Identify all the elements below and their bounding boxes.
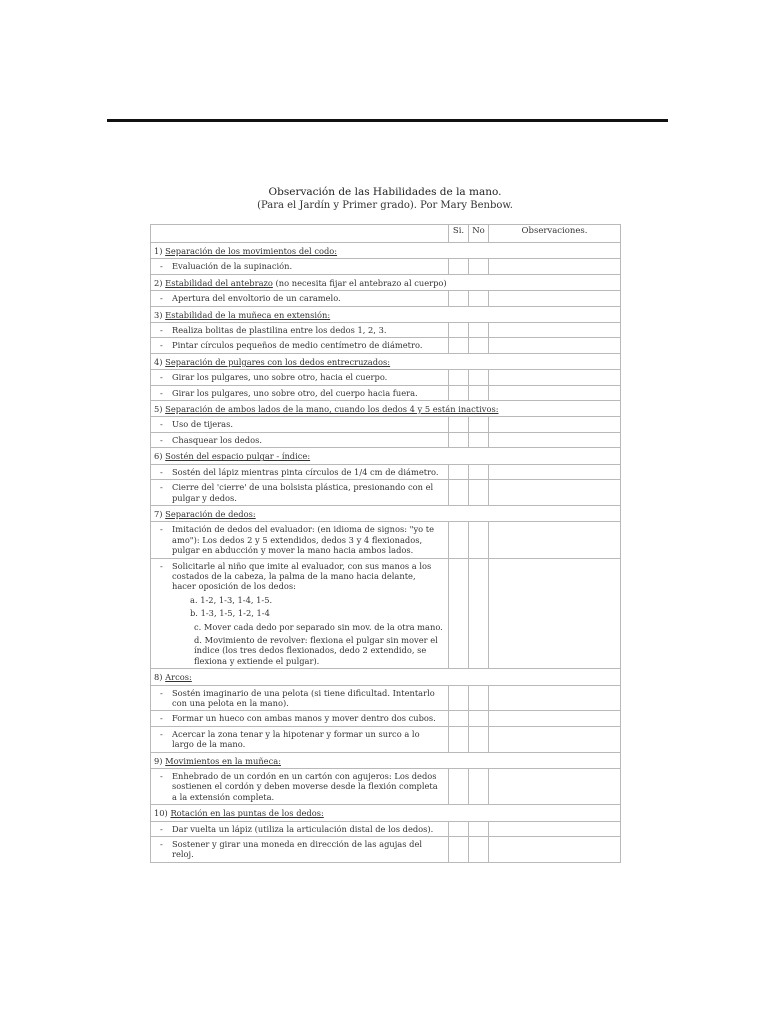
bullet-dash: - (160, 839, 163, 850)
si-checkbox-cell[interactable] (449, 464, 469, 479)
no-checkbox-cell[interactable] (469, 685, 489, 711)
item-cell (151, 338, 449, 353)
section-heading (151, 306, 621, 322)
bullet-dash: - (160, 261, 163, 272)
item-cell (151, 685, 449, 711)
item-cell (151, 821, 449, 836)
checklist-item-row (151, 338, 621, 353)
item-cell (151, 769, 449, 805)
section-number: 3) (154, 309, 163, 320)
checklist-item-row (151, 837, 621, 863)
section-row (151, 448, 621, 464)
si-checkbox-cell[interactable] (449, 338, 469, 353)
section-row (151, 353, 621, 369)
document-subtitle: (Para el Jardín y Primer grado). Por Mary Benbow. (257, 200, 513, 211)
item-text: Evaluación de la supinación. (172, 261, 293, 272)
sub-item: d. Movimiento de revolver: flexiona el pulgar sin mover el índice (los tres dedos flexionados, dedo 2 extendido, se flexiona y extiende el pulgar). (194, 634, 438, 666)
bullet-dash: - (160, 387, 163, 398)
si-checkbox-cell[interactable] (449, 685, 469, 711)
observaciones-cell[interactable] (489, 821, 621, 836)
observaciones-cell[interactable] (489, 464, 621, 479)
no-checkbox-cell[interactable] (469, 291, 489, 306)
observaciones-cell[interactable] (489, 726, 621, 752)
sub-item: c. Mover cada dedo por separado sin mov. de la otra mano. (194, 621, 443, 632)
checklist-item-row (151, 769, 621, 805)
si-checkbox-cell[interactable] (449, 711, 469, 726)
checklist-item-row (151, 323, 621, 338)
section-row (151, 752, 621, 768)
item-text: Sostén imaginario de una pelota (si tiene dificultad. Intentarlo con una pelota en la mano). (172, 687, 435, 708)
checklist-item-row (151, 464, 621, 479)
bullet-dash: - (160, 419, 163, 430)
document (150, 186, 620, 863)
observaciones-cell[interactable] (489, 259, 621, 274)
document-title: Observación de las Habilidades de la mano. (268, 186, 502, 198)
section-number: 9) (154, 755, 163, 766)
no-checkbox-cell[interactable] (469, 522, 489, 558)
section-heading (151, 669, 621, 685)
item-text: Dar vuelta un lápiz (utiliza la articulación distal de los dedos). (172, 823, 434, 834)
item-cell (151, 480, 449, 506)
header-observaciones: Observaciones. (489, 225, 621, 243)
item-text: Solicitarle al niño que imite al evaluador, con sus manos a los costados de la cabeza, la palma de la mano hacia delante, hacer oposición de los dedos: (172, 560, 432, 592)
section-row (151, 401, 621, 417)
section-row (151, 306, 621, 322)
item-cell (151, 726, 449, 752)
observaciones-cell[interactable] (489, 480, 621, 506)
section-number: 1) (154, 246, 163, 256)
checklist-item-row (151, 291, 621, 306)
section-row (151, 243, 621, 259)
observaciones-cell[interactable] (489, 370, 621, 385)
item-cell (151, 259, 449, 274)
si-checkbox-cell[interactable] (449, 522, 469, 558)
no-checkbox-cell[interactable] (469, 837, 489, 863)
bullet-dash: - (160, 434, 163, 445)
item-cell (151, 417, 449, 432)
si-checkbox-cell[interactable] (449, 417, 469, 432)
observaciones-cell[interactable] (489, 338, 621, 353)
bullet-dash: - (160, 687, 163, 698)
item-text: Girar los pulgares, uno sobre otro, hacia el cuerpo. (172, 372, 388, 383)
item-text: Acercar la zona tenar y la hipotenar y formar un surco a lo largo de la mano. (172, 728, 420, 750)
item-text: Formar un hueco con ambas manos y mover dentro dos cubos. (172, 713, 436, 724)
item-cell (151, 464, 449, 479)
no-checkbox-cell[interactable] (469, 711, 489, 726)
bullet-dash: - (160, 713, 163, 724)
section-number: 4) (154, 356, 163, 367)
section-heading (151, 401, 621, 417)
section-title: Separación de dedos: (165, 508, 256, 519)
checklist-item-row (151, 385, 621, 400)
header-row (151, 225, 621, 243)
item-cell (151, 385, 449, 400)
si-checkbox-cell[interactable] (449, 821, 469, 836)
header-si: Si. (449, 225, 469, 243)
bullet-dash: - (160, 293, 163, 304)
checklist-item-row (151, 522, 621, 558)
section-title: Sostén del espacio pulgar - índice: (165, 451, 311, 462)
item-cell (151, 711, 449, 726)
item-text: Enhebrado de un cordón en un cartón con agujeros: Los dedos sostienen el cordón y deben moverse desde la flexión completa a la extensión completa. (172, 771, 438, 802)
no-checkbox-cell[interactable] (469, 558, 489, 669)
observaciones-cell[interactable] (489, 323, 621, 338)
top-rule (107, 119, 668, 122)
observaciones-cell[interactable] (489, 711, 621, 726)
section-title: Movimientos en la muñeca: (165, 755, 281, 766)
no-checkbox-cell[interactable] (469, 480, 489, 506)
section-title: Separación de pulgares con los dedos entrecruzados: (165, 356, 391, 367)
section-title: Rotación en las puntas de los dedos: (170, 808, 324, 819)
item-text: Realiza bolitas de plastilina entre los dedos 1, 2, 3. (172, 325, 387, 336)
sub-item: b. 1-3, 1-5, 1-2, 1-4 (190, 608, 270, 619)
bullet-dash: - (160, 325, 163, 336)
si-checkbox-cell[interactable] (449, 480, 469, 506)
section-heading (151, 752, 621, 768)
item-cell (151, 432, 449, 447)
checklist-item-row (151, 558, 621, 669)
si-checkbox-cell[interactable] (449, 432, 469, 447)
si-checkbox-cell[interactable] (449, 837, 469, 863)
item-cell (151, 558, 449, 669)
no-checkbox-cell[interactable] (469, 769, 489, 805)
checklist-item-row (151, 726, 621, 752)
no-checkbox-cell[interactable] (469, 323, 489, 338)
section-number: 10) (154, 808, 168, 819)
no-checkbox-cell[interactable] (469, 464, 489, 479)
item-cell (151, 323, 449, 338)
item-text: Apertura del envoltorio de un caramelo. (172, 293, 341, 304)
observaciones-cell[interactable] (489, 385, 621, 400)
item-text: Chasquear los dedos. (172, 434, 262, 445)
checklist-item-row (151, 417, 621, 432)
bullet-dash: - (160, 524, 163, 535)
bullet-dash: - (160, 372, 163, 383)
si-checkbox-cell[interactable] (449, 259, 469, 274)
si-checkbox-cell[interactable] (449, 558, 469, 669)
item-text: Sostener y girar una moneda en dirección de las agujas del reloj. (172, 839, 423, 860)
item-cell (151, 522, 449, 558)
bullet-dash: - (160, 560, 163, 571)
item-text: Imitación de dedos del evaluador: (en idioma de signos: "yo te amo"): Los dedos 2 y 5 extendidos, dedos 3 y 4 flexionados, pulgar en abducción y mover la mano hacia ambos lados. (172, 524, 435, 556)
no-checkbox-cell[interactable] (469, 385, 489, 400)
section-title: Separación de los movimientos del codo: (165, 246, 338, 256)
si-checkbox-cell[interactable] (449, 323, 469, 338)
section-number: 5) (154, 404, 163, 415)
si-checkbox-cell[interactable] (449, 291, 469, 306)
observaciones-cell[interactable] (489, 432, 621, 447)
si-checkbox-cell[interactable] (449, 370, 469, 385)
checklist-item-row (151, 480, 621, 506)
section-number: 2) (154, 277, 163, 288)
checklist-item-row (151, 821, 621, 836)
no-checkbox-cell[interactable] (469, 370, 489, 385)
section-heading (151, 505, 621, 521)
item-text: Pintar círculos pequeños de medio centímetro de diámetro. (172, 340, 423, 351)
section-number: 7) (154, 508, 163, 519)
section-row (151, 274, 621, 290)
item-cell (151, 291, 449, 306)
section-title: Estabilidad de la muñeca en extensión: (165, 309, 331, 320)
section-title: Arcos: (165, 672, 192, 683)
section-number: 8) (154, 672, 163, 683)
si-checkbox-cell[interactable] (449, 726, 469, 752)
item-text: Girar los pulgares, uno sobre otro, del cuerpo hacia fuera. (172, 387, 418, 398)
si-checkbox-cell[interactable] (449, 385, 469, 400)
no-checkbox-cell[interactable] (469, 259, 489, 274)
section-row (151, 669, 621, 685)
observaciones-cell[interactable] (489, 558, 621, 669)
bullet-dash: - (160, 340, 163, 351)
bullet-dash: - (160, 466, 163, 477)
checklist-table (150, 224, 621, 863)
no-checkbox-cell[interactable] (469, 417, 489, 432)
header-no: No (469, 225, 489, 243)
checklist-item-row (151, 259, 621, 274)
no-checkbox-cell[interactable] (469, 726, 489, 752)
observaciones-cell[interactable] (489, 417, 621, 432)
section-heading (151, 448, 621, 464)
header-item (151, 225, 449, 243)
observaciones-cell[interactable] (489, 685, 621, 711)
section-row (151, 805, 621, 821)
bullet-dash: - (160, 728, 163, 739)
si-checkbox-cell[interactable] (449, 769, 469, 805)
checklist-item-row (151, 432, 621, 447)
section-title: Separación de ambos lados de la mano, cuando los dedos 4 y 5 están inactivos: (165, 404, 499, 415)
section-heading (151, 274, 621, 290)
bullet-dash: - (160, 771, 163, 782)
checklist-item-row (151, 685, 621, 711)
observaciones-cell[interactable] (489, 769, 621, 805)
sub-item: a. 1-2, 1-3, 1-4, 1-5. (190, 594, 273, 605)
observaciones-cell[interactable] (489, 291, 621, 306)
item-text: Sostén del lápiz mientras pinta círculos de 1/4 cm de diámetro. (172, 466, 439, 477)
checklist-item-row (151, 711, 621, 726)
no-checkbox-cell[interactable] (469, 821, 489, 836)
section-heading (151, 243, 621, 259)
section-note: (no necesita fijar el antebrazo al cuerpo) (272, 277, 447, 288)
observaciones-cell[interactable] (489, 837, 621, 863)
no-checkbox-cell[interactable] (469, 432, 489, 447)
item-text: Uso de tijeras. (172, 419, 234, 430)
no-checkbox-cell[interactable] (469, 338, 489, 353)
section-heading (151, 353, 621, 369)
item-cell (151, 837, 449, 863)
checklist-item-row (151, 370, 621, 385)
section-row (151, 505, 621, 521)
item-text: Cierre del 'cierre' de una bolsista plástica, presionando con el pulgar y dedos. (172, 482, 434, 503)
bullet-dash: - (160, 823, 163, 834)
bullet-dash: - (160, 482, 163, 493)
observaciones-cell[interactable] (489, 522, 621, 558)
item-cell (151, 370, 449, 385)
section-heading (151, 805, 621, 821)
section-number: 6) (154, 451, 163, 462)
section-title: Estabilidad del antebrazo (165, 277, 273, 288)
